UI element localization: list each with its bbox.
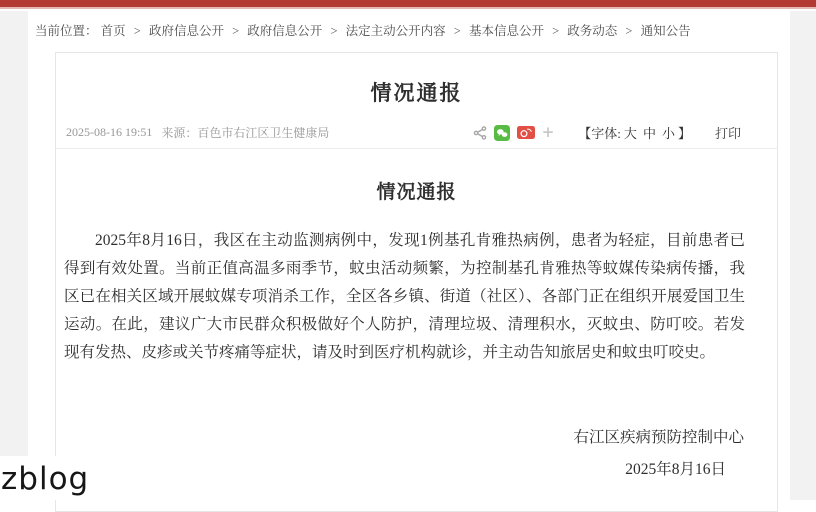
breadcrumb-separator: >	[625, 24, 633, 38]
breadcrumb-separator: >	[330, 24, 338, 38]
breadcrumb-separator: >	[453, 24, 461, 38]
font-size-bracket-close: 】	[677, 126, 691, 141]
weibo-share-icon[interactable]	[517, 126, 535, 139]
font-size-large-button[interactable]: 大	[623, 126, 637, 141]
top-red-bar	[0, 0, 816, 9]
more-share-icon[interactable]: +	[541, 123, 555, 141]
breadcrumb-separator: >	[552, 24, 560, 38]
breadcrumb-item-basic-info[interactable]: 基本信息公开	[468, 24, 544, 38]
article-paragraph: 2025年8月16日，我区在主动监测病例中，发现1例基孔肯雅热病例，患者为轻症，目前患者已得到有效处置。当前正值高温多雨季节，蚊虫活动频繁，为控制基孔肯雅热等蚊媒传染病传播，我区已在相关区域开展蚊媒专项消杀工作，全区各乡镇、街道（社区）、各部门正在组织开展爱国卫生运动。在此，建议广大市民群众积极做好个人防护，清理垃圾、清理积水，灭蚊虫、防叮咬。若发现有发热、皮疹或关节疼痛等症状，请及时到医疗机构就诊，并主动告知旅居史和蚊虫叮咬史。	[64, 232, 745, 361]
article-meta-bar	[56, 117, 777, 149]
right-background-strip	[790, 11, 816, 500]
breadcrumb-item-notices[interactable]: 通知公告	[640, 24, 691, 38]
breadcrumb-separator: >	[133, 24, 141, 38]
wechat-share-icon[interactable]	[494, 125, 510, 141]
source-line	[161, 124, 329, 141]
source-name: 百色市右江区卫生健康局	[197, 126, 330, 140]
signature-org: 右江区疾病预防控制中心	[573, 429, 744, 446]
breadcrumb-label: 当前位置：	[35, 24, 98, 38]
page-title: 情况通报	[370, 81, 463, 105]
breadcrumb-item-home[interactable]: 首页	[100, 24, 126, 38]
share-icon[interactable]	[473, 126, 487, 140]
signature-date: 2025年8月16日	[625, 461, 726, 478]
print-button[interactable]: 打印	[714, 126, 741, 141]
breadcrumb-separator: >	[232, 24, 240, 38]
article-body-title: 情况通报	[376, 182, 457, 203]
article-card	[55, 52, 778, 512]
watermark-container	[0, 456, 145, 500]
meta-right-group	[473, 123, 741, 142]
font-size-bracket-open: 【字体:	[578, 126, 621, 141]
breadcrumb-item-gov-news[interactable]: 政务动态	[567, 24, 618, 38]
meta-left-group	[66, 124, 329, 141]
zblog-watermark: zblog	[1, 461, 90, 497]
breadcrumb	[35, 21, 775, 39]
breadcrumb-item-gov-info[interactable]: 政府信息公开	[148, 24, 224, 38]
font-size-control	[578, 123, 691, 142]
breadcrumb-item-statutory-disclosure[interactable]: 法定主动公开内容	[345, 24, 446, 38]
source-label: 来源：	[161, 126, 198, 140]
left-background-strip	[0, 11, 28, 457]
breadcrumb-item-gov-info-2[interactable]: 政府信息公开	[247, 24, 323, 38]
font-size-medium-button[interactable]: 中	[642, 126, 656, 141]
font-size-small-button[interactable]: 小	[661, 126, 675, 141]
publish-datetime: 2025-08-16 19:51	[66, 125, 153, 139]
share-toolbar	[473, 125, 555, 141]
